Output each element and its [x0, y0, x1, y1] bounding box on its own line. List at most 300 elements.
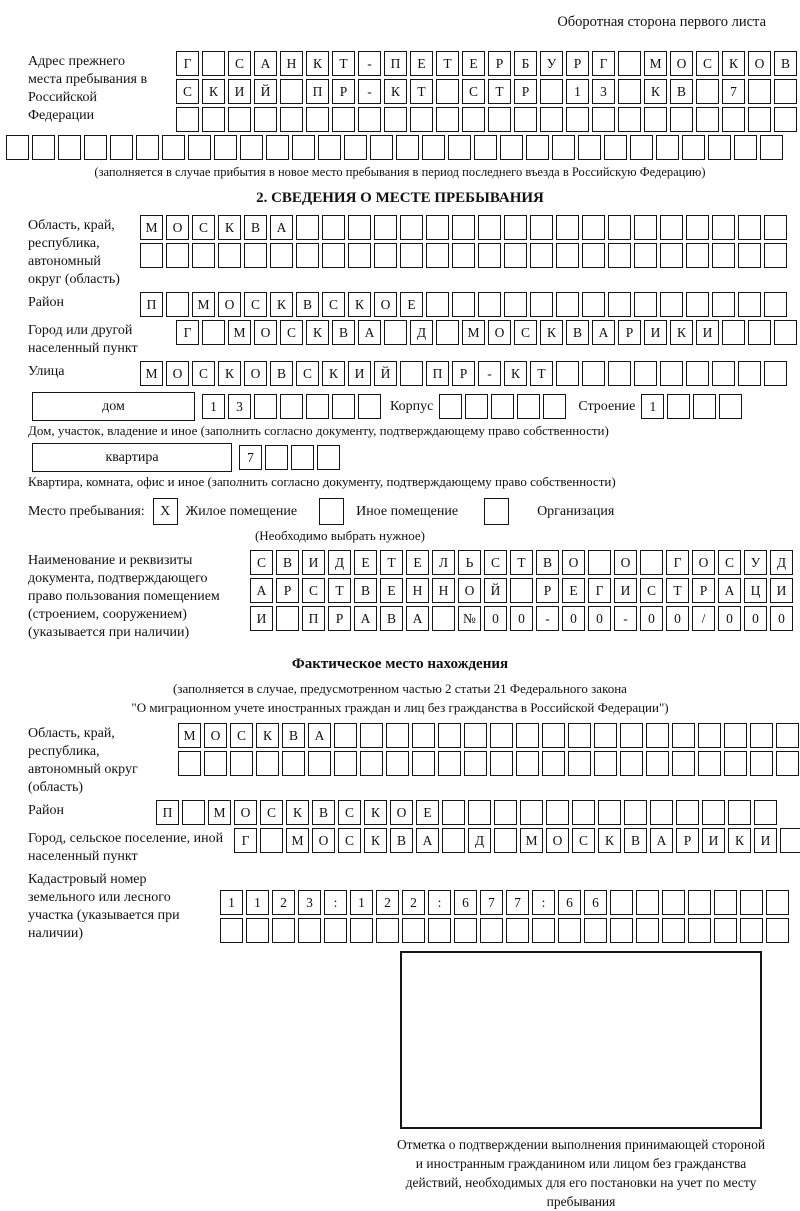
char-cell[interactable] — [280, 394, 303, 419]
char-cell[interactable]: К — [322, 361, 345, 386]
char-cell[interactable] — [452, 215, 475, 240]
char-cell[interactable] — [358, 394, 381, 419]
char-cell[interactable] — [640, 550, 663, 575]
char-cell[interactable] — [582, 215, 605, 240]
char-cell[interactable]: А — [250, 578, 273, 603]
char-cell[interactable] — [610, 918, 633, 943]
char-cell[interactable]: М — [644, 51, 667, 76]
char-cell[interactable] — [530, 215, 553, 240]
char-cell[interactable] — [634, 215, 657, 240]
char-cell[interactable] — [750, 751, 773, 776]
char-cell[interactable] — [436, 320, 459, 345]
char-cell[interactable] — [636, 918, 659, 943]
char-cell[interactable] — [696, 107, 719, 132]
char-cell[interactable] — [324, 918, 347, 943]
char-cell[interactable]: М — [228, 320, 251, 345]
char-cell[interactable]: П — [156, 800, 179, 825]
char-cell[interactable]: В — [380, 606, 403, 631]
char-cell[interactable] — [348, 243, 371, 268]
char-cell[interactable]: Д — [328, 550, 351, 575]
char-cell[interactable] — [774, 107, 797, 132]
char-cell[interactable] — [766, 890, 789, 915]
char-cell[interactable] — [764, 361, 787, 386]
char-cell[interactable]: Р — [332, 79, 355, 104]
char-cell[interactable]: Е — [380, 578, 403, 603]
char-cell[interactable]: 7 — [239, 445, 262, 470]
char-cell[interactable]: О — [390, 800, 413, 825]
char-cell[interactable] — [748, 107, 771, 132]
char-cell[interactable] — [667, 394, 690, 419]
house-box[interactable]: дом — [32, 392, 195, 421]
char-cell[interactable]: В — [670, 79, 693, 104]
char-cell[interactable]: 0 — [484, 606, 507, 631]
char-cell[interactable] — [218, 243, 241, 268]
char-cell[interactable] — [558, 918, 581, 943]
char-cell[interactable]: С — [230, 723, 253, 748]
char-cell[interactable]: 1 — [641, 394, 664, 419]
char-cell[interactable]: О — [546, 828, 569, 853]
char-cell[interactable]: 7 — [506, 890, 529, 915]
char-cell[interactable]: И — [770, 578, 793, 603]
char-cell[interactable] — [480, 918, 503, 943]
char-cell[interactable]: С — [260, 800, 283, 825]
char-cell[interactable]: К — [728, 828, 751, 853]
char-cell[interactable] — [296, 215, 319, 240]
char-cell[interactable] — [650, 800, 673, 825]
char-cell[interactable] — [620, 751, 643, 776]
char-cell[interactable] — [254, 394, 277, 419]
char-cell[interactable] — [462, 107, 485, 132]
char-cell[interactable]: С — [484, 550, 507, 575]
char-cell[interactable]: С — [640, 578, 663, 603]
char-cell[interactable] — [719, 394, 742, 419]
char-cell[interactable]: П — [302, 606, 325, 631]
char-cell[interactable]: Н — [432, 578, 455, 603]
char-cell[interactable]: С — [228, 51, 251, 76]
char-cell[interactable]: И — [702, 828, 725, 853]
char-cell[interactable]: № — [458, 606, 481, 631]
char-cell[interactable]: С — [718, 550, 741, 575]
char-cell[interactable]: В — [244, 215, 267, 240]
char-cell[interactable] — [136, 135, 159, 160]
char-cell[interactable]: Г — [588, 578, 611, 603]
char-cell[interactable] — [764, 292, 787, 317]
char-cell[interactable]: К — [670, 320, 693, 345]
char-cell[interactable] — [774, 79, 797, 104]
char-cell[interactable] — [630, 135, 653, 160]
char-cell[interactable]: И — [302, 550, 325, 575]
char-cell[interactable]: К — [306, 51, 329, 76]
char-cell[interactable]: 0 — [770, 606, 793, 631]
char-cell[interactable]: : — [324, 890, 347, 915]
char-cell[interactable]: 1 — [220, 890, 243, 915]
char-cell[interactable] — [556, 292, 579, 317]
char-cell[interactable] — [540, 79, 563, 104]
char-cell[interactable]: К — [218, 361, 241, 386]
char-cell[interactable]: К — [270, 292, 293, 317]
char-cell[interactable]: Т — [530, 361, 553, 386]
char-cell[interactable] — [702, 800, 725, 825]
char-cell[interactable]: 2 — [402, 890, 425, 915]
char-cell[interactable]: К — [598, 828, 621, 853]
char-cell[interactable] — [660, 243, 683, 268]
char-cell[interactable] — [712, 292, 735, 317]
char-cell[interactable]: Е — [410, 51, 433, 76]
char-cell[interactable] — [584, 918, 607, 943]
char-cell[interactable] — [436, 79, 459, 104]
char-cell[interactable] — [624, 800, 647, 825]
char-cell[interactable]: Т — [328, 578, 351, 603]
char-cell[interactable]: П — [384, 51, 407, 76]
char-cell[interactable] — [468, 800, 491, 825]
char-cell[interactable]: Р — [514, 79, 537, 104]
char-cell[interactable] — [490, 723, 513, 748]
char-cell[interactable]: С — [244, 292, 267, 317]
char-cell[interactable] — [722, 107, 745, 132]
char-cell[interactable] — [738, 215, 761, 240]
char-cell[interactable] — [410, 107, 433, 132]
char-cell[interactable]: С — [176, 79, 199, 104]
char-cell[interactable] — [754, 800, 777, 825]
char-cell[interactable] — [608, 243, 631, 268]
char-cell[interactable] — [556, 215, 579, 240]
char-cell[interactable] — [478, 292, 501, 317]
char-cell[interactable] — [478, 215, 501, 240]
char-cell[interactable]: 1 — [246, 890, 269, 915]
char-cell[interactable] — [728, 800, 751, 825]
char-cell[interactable] — [698, 751, 721, 776]
char-cell[interactable] — [572, 800, 595, 825]
char-cell[interactable] — [686, 215, 709, 240]
char-cell[interactable] — [696, 79, 719, 104]
char-cell[interactable]: Н — [280, 51, 303, 76]
char-cell[interactable] — [608, 215, 631, 240]
char-cell[interactable]: Е — [562, 578, 585, 603]
char-cell[interactable]: 0 — [588, 606, 611, 631]
char-cell[interactable]: О — [374, 292, 397, 317]
char-cell[interactable]: И — [754, 828, 777, 853]
char-cell[interactable] — [714, 918, 737, 943]
char-cell[interactable]: С — [296, 361, 319, 386]
char-cell[interactable]: 3 — [592, 79, 615, 104]
char-cell[interactable] — [748, 320, 771, 345]
char-cell[interactable] — [266, 135, 289, 160]
char-cell[interactable] — [500, 135, 523, 160]
char-cell[interactable]: Р — [676, 828, 699, 853]
char-cell[interactable] — [516, 751, 539, 776]
char-cell[interactable] — [712, 243, 735, 268]
char-cell[interactable] — [438, 751, 461, 776]
char-cell[interactable] — [202, 320, 225, 345]
char-cell[interactable]: Р — [452, 361, 475, 386]
char-cell[interactable] — [296, 243, 319, 268]
char-cell[interactable] — [526, 135, 549, 160]
char-cell[interactable] — [598, 800, 621, 825]
char-cell[interactable]: / — [692, 606, 715, 631]
char-cell[interactable] — [494, 828, 517, 853]
char-cell[interactable]: Т — [332, 51, 355, 76]
char-cell[interactable] — [270, 243, 293, 268]
char-cell[interactable] — [438, 723, 461, 748]
char-cell[interactable]: Н — [406, 578, 429, 603]
char-cell[interactable] — [594, 723, 617, 748]
char-cell[interactable]: 0 — [666, 606, 689, 631]
char-cell[interactable]: С — [192, 215, 215, 240]
char-cell[interactable]: Т — [488, 79, 511, 104]
char-cell[interactable] — [568, 723, 591, 748]
char-cell[interactable] — [712, 361, 735, 386]
char-cell[interactable] — [400, 243, 423, 268]
char-cell[interactable] — [676, 800, 699, 825]
char-cell[interactable]: С — [338, 828, 361, 853]
char-cell[interactable] — [452, 292, 475, 317]
char-cell[interactable]: О — [488, 320, 511, 345]
char-cell[interactable] — [510, 578, 533, 603]
char-cell[interactable] — [332, 394, 355, 419]
char-cell[interactable]: И — [228, 79, 251, 104]
char-cell[interactable] — [738, 292, 761, 317]
char-cell[interactable]: С — [322, 292, 345, 317]
char-cell[interactable] — [698, 723, 721, 748]
char-cell[interactable]: Е — [354, 550, 377, 575]
char-cell[interactable]: П — [426, 361, 449, 386]
char-cell[interactable]: 7 — [480, 890, 503, 915]
char-cell[interactable]: А — [718, 578, 741, 603]
char-cell[interactable] — [662, 890, 685, 915]
char-cell[interactable] — [766, 918, 789, 943]
char-cell[interactable]: О — [748, 51, 771, 76]
char-cell[interactable] — [360, 751, 383, 776]
char-cell[interactable] — [202, 107, 225, 132]
char-cell[interactable]: Р — [566, 51, 589, 76]
char-cell[interactable] — [520, 800, 543, 825]
char-cell[interactable] — [610, 890, 633, 915]
char-cell[interactable] — [556, 243, 579, 268]
char-cell[interactable] — [162, 135, 185, 160]
char-cell[interactable]: О — [218, 292, 241, 317]
char-cell[interactable]: 0 — [718, 606, 741, 631]
char-cell[interactable] — [686, 292, 709, 317]
char-cell[interactable] — [530, 292, 553, 317]
char-cell[interactable] — [582, 361, 605, 386]
char-cell[interactable] — [202, 51, 225, 76]
char-cell[interactable] — [428, 918, 451, 943]
char-cell[interactable] — [750, 723, 773, 748]
char-cell[interactable] — [214, 135, 237, 160]
char-cell[interactable] — [58, 135, 81, 160]
char-cell[interactable]: С — [338, 800, 361, 825]
char-cell[interactable] — [176, 107, 199, 132]
char-cell[interactable]: М — [286, 828, 309, 853]
char-cell[interactable]: 1 — [566, 79, 589, 104]
char-cell[interactable]: Т — [666, 578, 689, 603]
char-cell[interactable]: Е — [416, 800, 439, 825]
char-cell[interactable] — [282, 751, 305, 776]
char-cell[interactable] — [636, 890, 659, 915]
char-cell[interactable] — [608, 361, 631, 386]
char-cell[interactable] — [265, 445, 288, 470]
char-cell[interactable] — [504, 243, 527, 268]
char-cell[interactable] — [542, 751, 565, 776]
char-cell[interactable] — [693, 394, 716, 419]
char-cell[interactable] — [230, 751, 253, 776]
char-cell[interactable]: К — [286, 800, 309, 825]
char-cell[interactable]: Т — [380, 550, 403, 575]
char-cell[interactable] — [566, 107, 589, 132]
char-cell[interactable] — [682, 135, 705, 160]
char-cell[interactable]: С — [572, 828, 595, 853]
char-cell[interactable] — [308, 751, 331, 776]
char-cell[interactable] — [318, 135, 341, 160]
char-cell[interactable]: В — [354, 578, 377, 603]
char-cell[interactable] — [260, 828, 283, 853]
char-cell[interactable] — [764, 243, 787, 268]
char-cell[interactable] — [110, 135, 133, 160]
char-cell[interactable]: М — [140, 361, 163, 386]
char-cell[interactable]: К — [364, 828, 387, 853]
char-cell[interactable]: А — [308, 723, 331, 748]
char-cell[interactable] — [432, 606, 455, 631]
char-cell[interactable] — [618, 51, 641, 76]
char-cell[interactable]: И — [250, 606, 273, 631]
char-cell[interactable] — [412, 723, 435, 748]
char-cell[interactable]: : — [428, 890, 451, 915]
char-cell[interactable] — [686, 361, 709, 386]
char-cell[interactable]: - — [614, 606, 637, 631]
char-cell[interactable] — [776, 723, 799, 748]
char-cell[interactable]: К — [306, 320, 329, 345]
char-cell[interactable] — [322, 215, 345, 240]
checkbox-other[interactable] — [319, 498, 344, 525]
char-cell[interactable]: М — [192, 292, 215, 317]
char-cell[interactable]: Г — [666, 550, 689, 575]
char-cell[interactable] — [670, 107, 693, 132]
char-cell[interactable]: И — [614, 578, 637, 603]
char-cell[interactable] — [578, 135, 601, 160]
char-cell[interactable]: А — [592, 320, 615, 345]
char-cell[interactable]: О — [562, 550, 585, 575]
char-cell[interactable] — [552, 135, 575, 160]
char-cell[interactable]: : — [532, 890, 555, 915]
char-cell[interactable] — [478, 243, 501, 268]
char-cell[interactable] — [588, 550, 611, 575]
char-cell[interactable] — [688, 918, 711, 943]
char-cell[interactable] — [228, 107, 251, 132]
char-cell[interactable] — [422, 135, 445, 160]
char-cell[interactable] — [402, 918, 425, 943]
char-cell[interactable]: О — [458, 578, 481, 603]
char-cell[interactable]: К — [384, 79, 407, 104]
char-cell[interactable] — [400, 361, 423, 386]
char-cell[interactable]: К — [364, 800, 387, 825]
char-cell[interactable] — [166, 243, 189, 268]
char-cell[interactable] — [708, 135, 731, 160]
char-cell[interactable]: А — [354, 606, 377, 631]
char-cell[interactable] — [386, 751, 409, 776]
char-cell[interactable] — [386, 723, 409, 748]
char-cell[interactable]: О — [312, 828, 335, 853]
char-cell[interactable]: Р — [536, 578, 559, 603]
char-cell[interactable] — [272, 918, 295, 943]
char-cell[interactable] — [748, 79, 771, 104]
char-cell[interactable] — [672, 723, 695, 748]
char-cell[interactable] — [660, 292, 683, 317]
char-cell[interactable] — [442, 800, 465, 825]
char-cell[interactable] — [662, 918, 685, 943]
char-cell[interactable]: 1 — [202, 394, 225, 419]
char-cell[interactable] — [714, 890, 737, 915]
char-cell[interactable]: В — [270, 361, 293, 386]
char-cell[interactable] — [738, 361, 761, 386]
char-cell[interactable]: - — [536, 606, 559, 631]
char-cell[interactable] — [360, 723, 383, 748]
char-cell[interactable]: В — [282, 723, 305, 748]
char-cell[interactable] — [426, 215, 449, 240]
char-cell[interactable] — [306, 394, 329, 419]
char-cell[interactable] — [322, 243, 345, 268]
char-cell[interactable] — [464, 723, 487, 748]
char-cell[interactable] — [740, 918, 763, 943]
char-cell[interactable] — [514, 107, 537, 132]
char-cell[interactable] — [660, 215, 683, 240]
char-cell[interactable] — [634, 361, 657, 386]
char-cell[interactable]: О — [166, 215, 189, 240]
char-cell[interactable] — [594, 751, 617, 776]
char-cell[interactable]: О — [614, 550, 637, 575]
char-cell[interactable] — [517, 394, 540, 419]
char-cell[interactable]: С — [302, 578, 325, 603]
char-cell[interactable] — [452, 243, 475, 268]
char-cell[interactable] — [491, 394, 514, 419]
char-cell[interactable] — [542, 723, 565, 748]
char-cell[interactable]: Р — [276, 578, 299, 603]
char-cell[interactable]: Ь — [458, 550, 481, 575]
char-cell[interactable]: 2 — [376, 890, 399, 915]
char-cell[interactable] — [488, 107, 511, 132]
char-cell[interactable]: Р — [692, 578, 715, 603]
char-cell[interactable] — [384, 107, 407, 132]
char-cell[interactable] — [448, 135, 471, 160]
char-cell[interactable] — [556, 361, 579, 386]
char-cell[interactable] — [350, 918, 373, 943]
char-cell[interactable] — [276, 606, 299, 631]
char-cell[interactable] — [740, 890, 763, 915]
char-cell[interactable] — [244, 243, 267, 268]
char-cell[interactable] — [546, 800, 569, 825]
char-cell[interactable]: В — [624, 828, 647, 853]
char-cell[interactable] — [396, 135, 419, 160]
char-cell[interactable] — [776, 751, 799, 776]
char-cell[interactable] — [504, 292, 527, 317]
char-cell[interactable] — [178, 751, 201, 776]
char-cell[interactable]: Б — [514, 51, 537, 76]
char-cell[interactable]: В — [332, 320, 355, 345]
char-cell[interactable] — [344, 135, 367, 160]
char-cell[interactable]: У — [540, 51, 563, 76]
char-cell[interactable] — [140, 243, 163, 268]
char-cell[interactable]: К — [348, 292, 371, 317]
char-cell[interactable] — [764, 215, 787, 240]
char-cell[interactable]: - — [478, 361, 501, 386]
char-cell[interactable] — [436, 107, 459, 132]
char-cell[interactable]: С — [280, 320, 303, 345]
char-cell[interactable] — [582, 243, 605, 268]
char-cell[interactable] — [439, 394, 462, 419]
char-cell[interactable] — [608, 292, 631, 317]
char-cell[interactable] — [332, 107, 355, 132]
char-cell[interactable] — [734, 135, 757, 160]
char-cell[interactable] — [256, 751, 279, 776]
